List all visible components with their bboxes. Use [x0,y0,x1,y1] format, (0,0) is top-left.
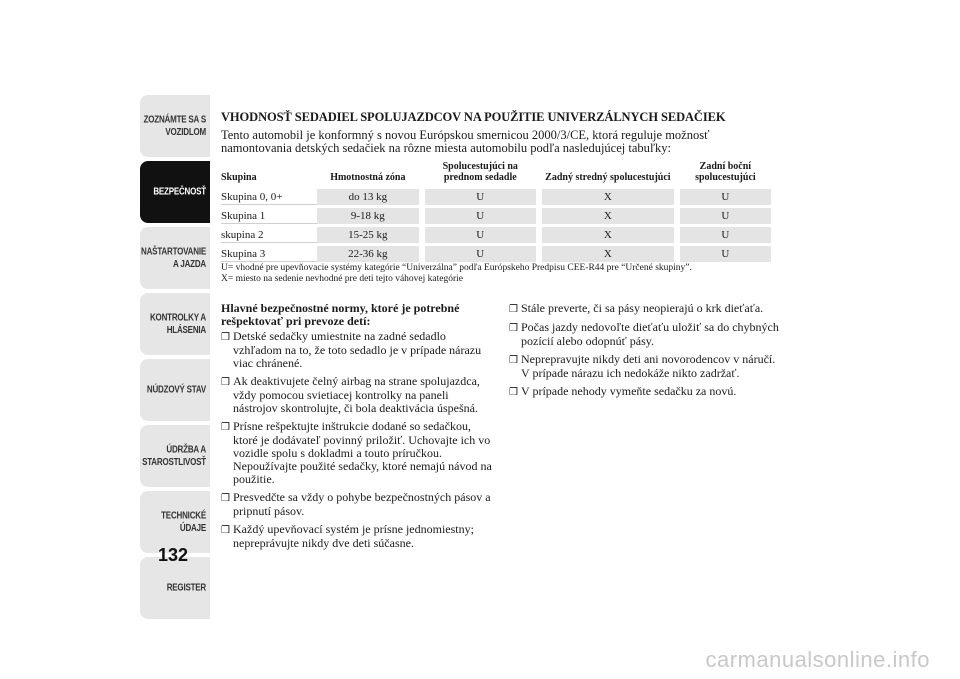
table-row [221,189,771,205]
tab-label: KONTROLKY A HLÁSENIA [149,311,206,336]
checkbox-icon: ❒ [221,332,230,343]
list-item: ❒ Každý upevňovací systém je prísne jednomiestny; nepreprávujte nikdy dve deti súčasne. [221,522,474,550]
tab-starting[interactable] [140,227,210,289]
checkbox-icon: ❒ [509,387,518,398]
section-intro: Tento automobil je konformný s novou Európskou smernicou 2000/3/CE, ktorá reguluje možnosť namontovania detských sedačiek na rôzne miesta automobilu podľa nasledujúcej tabuľky: [221,128,710,155]
table-cell: Skupina 3 [221,246,317,262]
watermark: carmanualsonline.info [705,647,930,672]
tab-label: ÚDRŽBA A STAROSTLIVOSŤ [142,443,206,468]
list-item: ❒ Počas jazdy nedovoľte dieťaťu uložiť sa do chybných pozícií alebo odopnúť pásy. [509,320,779,348]
table-row [221,246,771,262]
tab-label: REGISTER [166,581,206,593]
tab-label: NÚDZOVÝ STAV [146,383,206,395]
table-cell: Skupina 0, 0+ [221,189,317,205]
table-cell: U [680,189,771,205]
table-cell: do 13 kg [317,189,418,205]
column-header: Skupina [221,172,257,183]
list-item: ❒ Detské sedačky umiestnite na zadné sedadlo vzhľadom na to, že toto sedadlo je v prípade nárazu viac chránené. [221,329,482,370]
column-header: Zadný stredný spolucestujúci [545,172,671,183]
table-cell: X [542,227,674,243]
checkbox-icon: ❒ [509,304,518,315]
note-u: U= vhodné pre upevňovacie systémy kategórie “Univerzálna” podľa Európskeho Predpisu CEE-R44 pre “Určené skupiny”. [221,263,692,273]
checkbox-icon: ❒ [221,493,230,504]
rules-heading: Hlavné bezpečnostné normy, ktoré je potrebné rešpektovať pri prevoze detí: [221,301,460,328]
list-item: ❒ Neprepravujte nikdy deti ani novorodencov v náručí. V prípade nárazu ich nedokáže nikto zadržať. [509,352,776,380]
column-header: Hmotnostná zóna [330,172,406,183]
table-cell: U [680,246,771,262]
main-content [221,110,771,285]
table-cell: X [542,189,674,205]
table-cell: 9-18 kg [317,208,418,224]
table-cell: U [680,208,771,224]
list-item: ❒ Stále preverte, či sa pásy neopierajú o krk dieťaťa. [509,301,764,315]
list-item: ❒ Ak deaktivujete čelný airbag na strane spolujazdca, vždy pomocou svietiacej kontrolky na paneli nástrojov skontrolujte, či bola deaktivácia úspešná. [221,374,480,415]
table-cell: U [425,246,536,262]
tab-intro[interactable] [140,95,210,157]
checkbox-icon: ❒ [509,355,518,366]
table-notes [221,263,771,285]
table-header-row [221,161,771,186]
table-cell: skupina 2 [221,227,317,243]
table-cell: X [542,246,674,262]
table-cell: U [425,227,536,243]
checkbox-icon: ❒ [221,377,230,388]
tab-technical[interactable] [140,491,210,553]
checkbox-icon: ❒ [221,422,230,433]
page-number: 132 [158,545,189,565]
table-cell: 15-25 kg [317,227,418,243]
tab-label: ZOZNÁMTE SA S VOZIDLOM [143,113,206,138]
list-item: ❒ Prísne rešpektujte inštrukcie dodané so sedačkou, ktoré je dodávateľ povinný priložiť. Uchovajte ich vo vozidle spolu s dokladmi a touto príručkou. Nepoužívajte použité sedačky, ktoré nemajú návod na použitie. [221,419,492,486]
table-cell: U [425,208,536,224]
tab-safety[interactable] [140,161,210,223]
table-cell: X [542,208,674,224]
tab-label: NAŠTARTOVANIE A JAZDA [141,245,206,270]
tab-label: TECHNICKÉ ÚDAJE [161,509,206,534]
tab-emergency[interactable] [140,359,210,421]
child-seat-table [221,158,771,265]
rules-left-column [221,302,496,555]
rules-right-column [509,302,784,404]
table-cell: Skupina 1 [221,208,317,224]
table-cell: 22-36 kg [317,246,418,262]
note-x: X= miesto na sedenie nevhodné pre deti tejto váhovej kategórie [221,274,463,284]
list-item: ❒ V prípade nehody vymeňte sedačku za novú. [509,384,737,398]
section-title: VHODNOSŤ SEDADIEL SPOLUJAZDCOV NA POUŽITIE UNIVERZÁLNYCH SEDAČIEK [221,110,726,124]
table-cell: U [680,227,771,243]
column-header: Spolucestujúci na prednom sedadle [442,161,518,183]
checkbox-icon: ❒ [509,323,518,334]
table-row [221,208,771,224]
tab-warning-lights[interactable] [140,293,210,355]
checkbox-icon: ❒ [221,525,230,536]
list-item: ❒ Presvedčte sa vždy o pohybe bezpečnostných pásov a pripnutí pásov. [221,490,491,518]
tab-maintenance[interactable] [140,425,210,487]
table-row [221,227,771,243]
column-header: Zadní boční spolucestujúci [695,161,756,183]
tab-label: BEZPEČNOSŤ [153,185,206,197]
table-cell: U [425,189,536,205]
tab-index[interactable] [140,557,210,619]
